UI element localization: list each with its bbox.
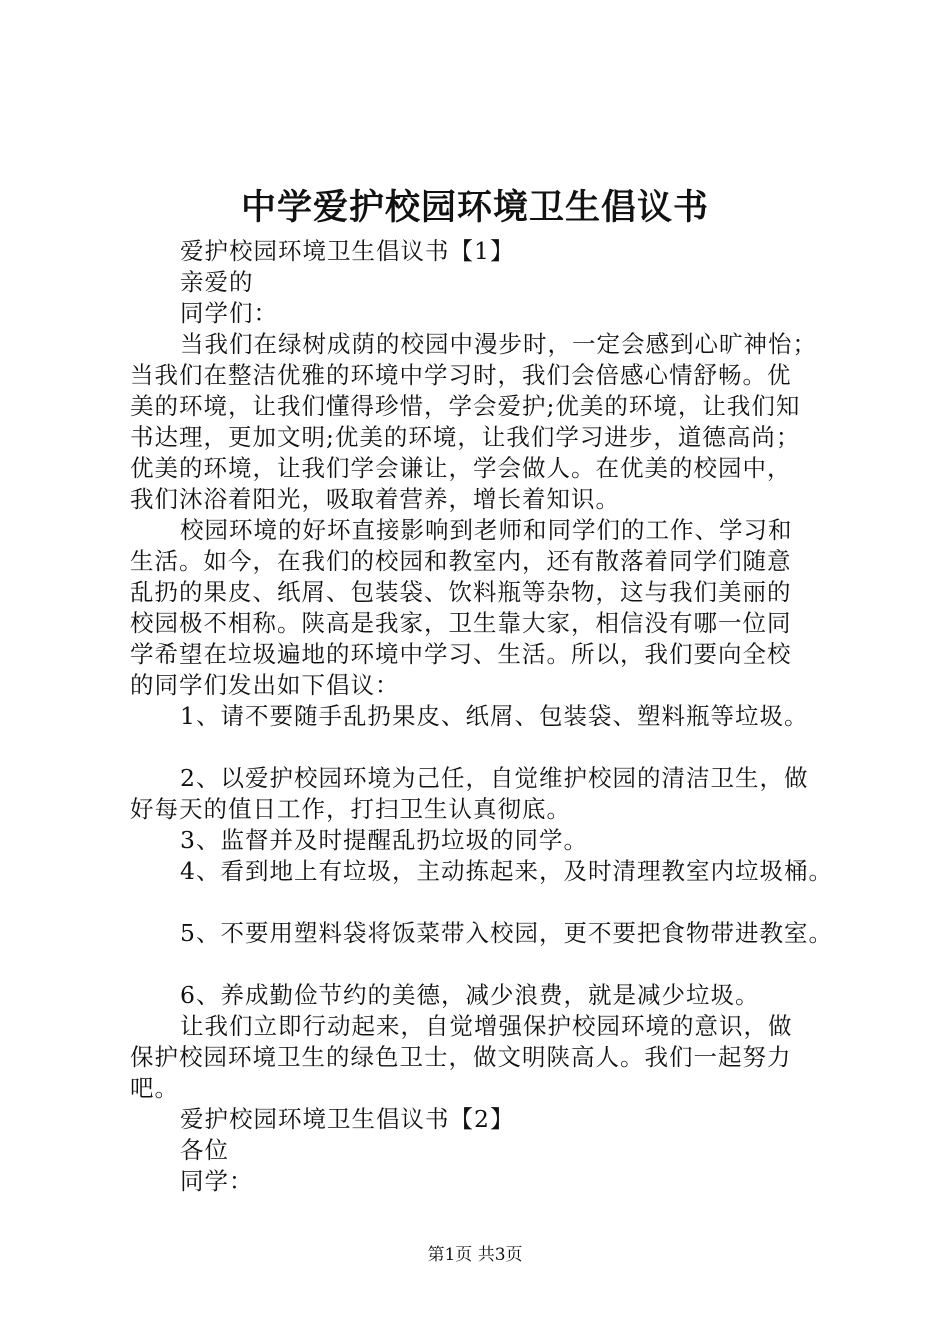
document-body xyxy=(130,236,845,1197)
paragraph-line: 优美的环境，让我们学会谦让，学会做人。在优美的校园中， xyxy=(130,454,792,482)
paragraph-line: 校园极不相称。陕高是我家，卫生靠大家，相信没有哪一位同 xyxy=(130,609,792,637)
paragraph-line: 当我们在整洁优雅的环境中学习时，我们会倍感心情舒畅。优 xyxy=(130,361,792,389)
proposal-item: 6、养成勤俭节约的美德，减少浪费，就是减少垃圾。 xyxy=(180,981,760,1009)
page-footer: 第1页 共3页 xyxy=(427,1245,523,1265)
section-heading-2: 爱护校园环境卫生倡议书【2】 xyxy=(180,1105,515,1133)
paragraph-line: 生活。如今，在我们的校园和教室内，还有散落着同学们随意 xyxy=(130,547,792,575)
paragraph-line: 让我们立即行动起来，自觉增强保护校园环境的意识，做 xyxy=(180,1012,793,1040)
proposal-item: 5、不要用塑料袋将饭菜带入校园，更不要把食物带进教室。 xyxy=(180,919,833,947)
proposal-item: 4、看到地上有垃圾，主动拣起来，及时清理教室内垃圾桶。 xyxy=(180,857,833,885)
paragraph-line: 保护校园环境卫生的绿色卫士，做文明陕高人。我们一起努力 xyxy=(130,1043,792,1071)
proposal-item: 3、监督并及时提醒乱扔垃圾的同学。 xyxy=(180,826,588,854)
salutation-line: 同学们： xyxy=(180,299,278,327)
proposal-item: 好每天的值日工作，打扫卫生认真彻底。 xyxy=(130,795,571,823)
salutation-line: 各位 xyxy=(180,1136,229,1164)
paragraph-line: 校园环境的好坏直接影响到老师和同学们的工作、学习和 xyxy=(180,516,793,544)
section-heading-1: 爱护校园环境卫生倡议书【1】 xyxy=(180,237,515,265)
paragraph-line: 书达理，更加文明;优美的环境，让我们学习进步，道德高尚； xyxy=(130,423,801,451)
paragraph-line: 我们沐浴着阳光，吸取着营养，增长着知识。 xyxy=(130,485,620,513)
salutation-line: 同学： xyxy=(180,1167,254,1195)
proposal-item: 1、请不要随手乱扔果皮、纸屑、包装袋、塑料瓶等垃圾。 xyxy=(180,702,809,730)
paragraph-line: 乱扔的果皮、纸屑、包装袋、饮料瓶等杂物，这与我们美丽的 xyxy=(130,578,792,606)
paragraph-line: 的同学们发出如下倡议： xyxy=(130,671,400,699)
salutation-line: 亲爱的 xyxy=(180,268,254,296)
paragraph-line: 美的环境，让我们懂得珍惜，学会爱护;优美的环境，让我们知 xyxy=(130,392,801,420)
paragraph-line: 学希望在垃圾遍地的环境中学习、生活。所以，我们要向全校 xyxy=(130,640,792,668)
document-title: 中学爱护校园环境卫生倡议书 xyxy=(240,187,709,228)
proposal-item: 2、以爱护校园环境为己任，自觉维护校园的清洁卫生，做 xyxy=(180,764,809,792)
paragraph-line: 吧。 xyxy=(130,1074,179,1102)
paragraph-line: 当我们在绿树成荫的校园中漫步时，一定会感到心旷神怡； xyxy=(180,330,817,358)
